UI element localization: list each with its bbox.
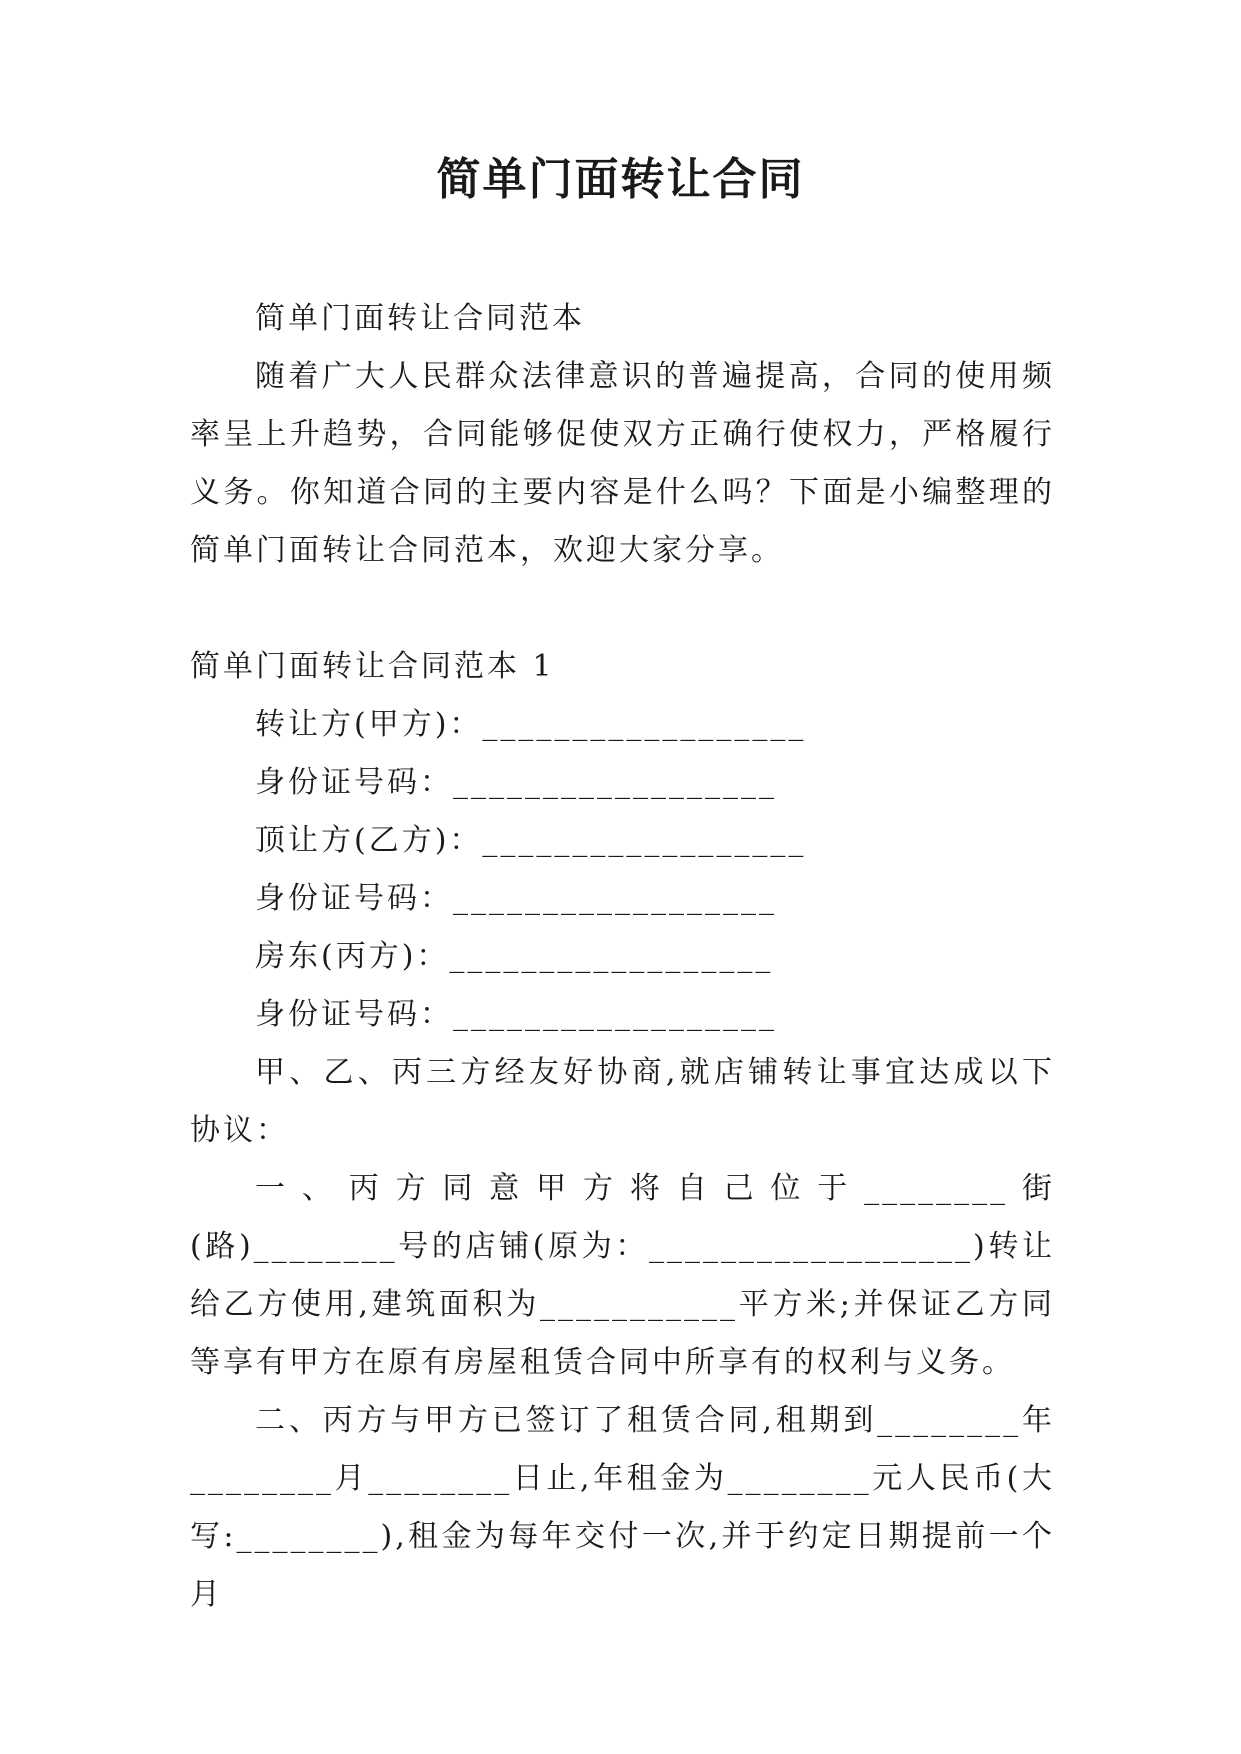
- field-landlord: 房东(丙方)：__________________: [255, 939, 774, 974]
- field-transferee-id: 身份证号码：__________________: [255, 881, 777, 916]
- field-transferor: 转让方(甲方)：__________________: [255, 707, 807, 742]
- document-body: [190, 290, 1055, 1624]
- clause-1: 一、丙方同意甲方将自己位于________街(路)________号的店铺(原为：__________________)转让给乙方使用,建筑面积为___________平方米;并保证乙方同等享有甲方在原有房屋租赁合同中所享有的权利与义务。: [190, 1171, 1055, 1380]
- field-transferee: 顶让方(乙方)：__________________: [255, 823, 807, 858]
- agreement-paragraph: 甲、乙、丙三方经友好协商,就店铺转让事宜达成以下协议：: [190, 1055, 1055, 1148]
- intro-paragraph: 随着广大人民群众法律意识的普遍提高，合同的使用频率呈上升趋势，合同能够促使双方正确行使权力，严格履行义务。你知道合同的主要内容是什么吗？下面是小编整理的简单门面转让合同范本，欢迎大家分享。: [190, 359, 1055, 568]
- intro-heading: 简单门面转让合同范本: [255, 301, 585, 336]
- clause-2: 二、丙方与甲方已签订了租赁合同,租期到________年________月________日止,年租金为________元人民币(大写:________),租金为每年交付一次,并于约定日期提前一个月: [190, 1403, 1055, 1612]
- field-transferor-id: 身份证号码：__________________: [255, 765, 777, 800]
- document-title: 简单门面转让合同: [436, 154, 805, 205]
- section-heading: 简单门面转让合同范本 1: [190, 649, 555, 684]
- field-landlord-id: 身份证号码：__________________: [255, 997, 777, 1032]
